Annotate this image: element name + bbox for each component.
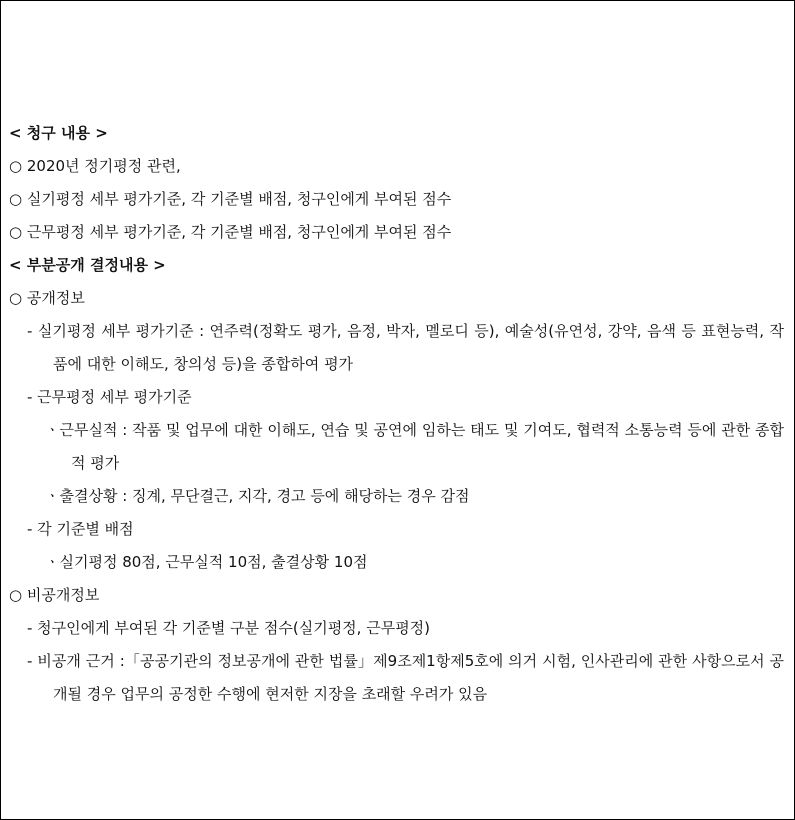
document-body — [9, 117, 784, 711]
section-heading-decision: < 부분공개 결정내용 > — [9, 256, 166, 274]
score-allocation-item: - 각 기준별 배점 — [27, 520, 134, 538]
public-info-heading: ○ 공개정보 — [9, 289, 85, 307]
score-allocation-subitem: ㆍ실기평정 80점, 근무실적 10점, 출결상황 10점 — [45, 553, 368, 571]
nonpublic-reason-item: - 비공개 근거 :「공공기관의 정보공개에 관한 법률」제9조제1항제5호에 의거 시험, 인사관리에 관한 사항으로서 공개될 경우 업무의 공정한 수행에 현저한 지장을 초래할 우려가 있음 — [27, 652, 784, 703]
request-item: ○ 실기평정 세부 평가기준, 각 기준별 배점, 청구인에게 부여된 점수 — [9, 190, 452, 208]
nonpublic-info-heading: ○ 비공개정보 — [9, 586, 100, 604]
nonpublic-score-item: - 청구인에게 부여된 각 기준별 구분 점수(실기평정, 근무평정) — [27, 619, 431, 637]
attendance-subitem: ㆍ출결상황 : 징계, 무단결근, 지각, 경고 등에 해당하는 경우 감점 — [45, 487, 470, 505]
work-performance-subitem: ㆍ근무실적 : 작품 및 업무에 대한 이해도, 연습 및 공연에 임하는 태도 및 기여도, 협력적 소통능력 등에 관한 종합적 평가 — [45, 421, 784, 472]
work-criteria-item: - 근무평정 세부 평가기준 — [27, 388, 192, 406]
request-item: ○ 근무평정 세부 평가기준, 각 기준별 배점, 청구인에게 부여된 점수 — [9, 223, 452, 241]
section-heading-request: < 청구 내용 > — [9, 124, 108, 142]
request-item: ○ 2020년 정기평정 관련, — [9, 157, 181, 175]
practical-criteria-item: - 실기평정 세부 평가기준 : 연주력(정확도 평가, 음정, 박자, 멜로디 등), 예술성(유연성, 강약, 음색 등 표현능력, 작품에 대한 이해도, 창의성 등)을 종합하여 평가 — [27, 322, 784, 373]
